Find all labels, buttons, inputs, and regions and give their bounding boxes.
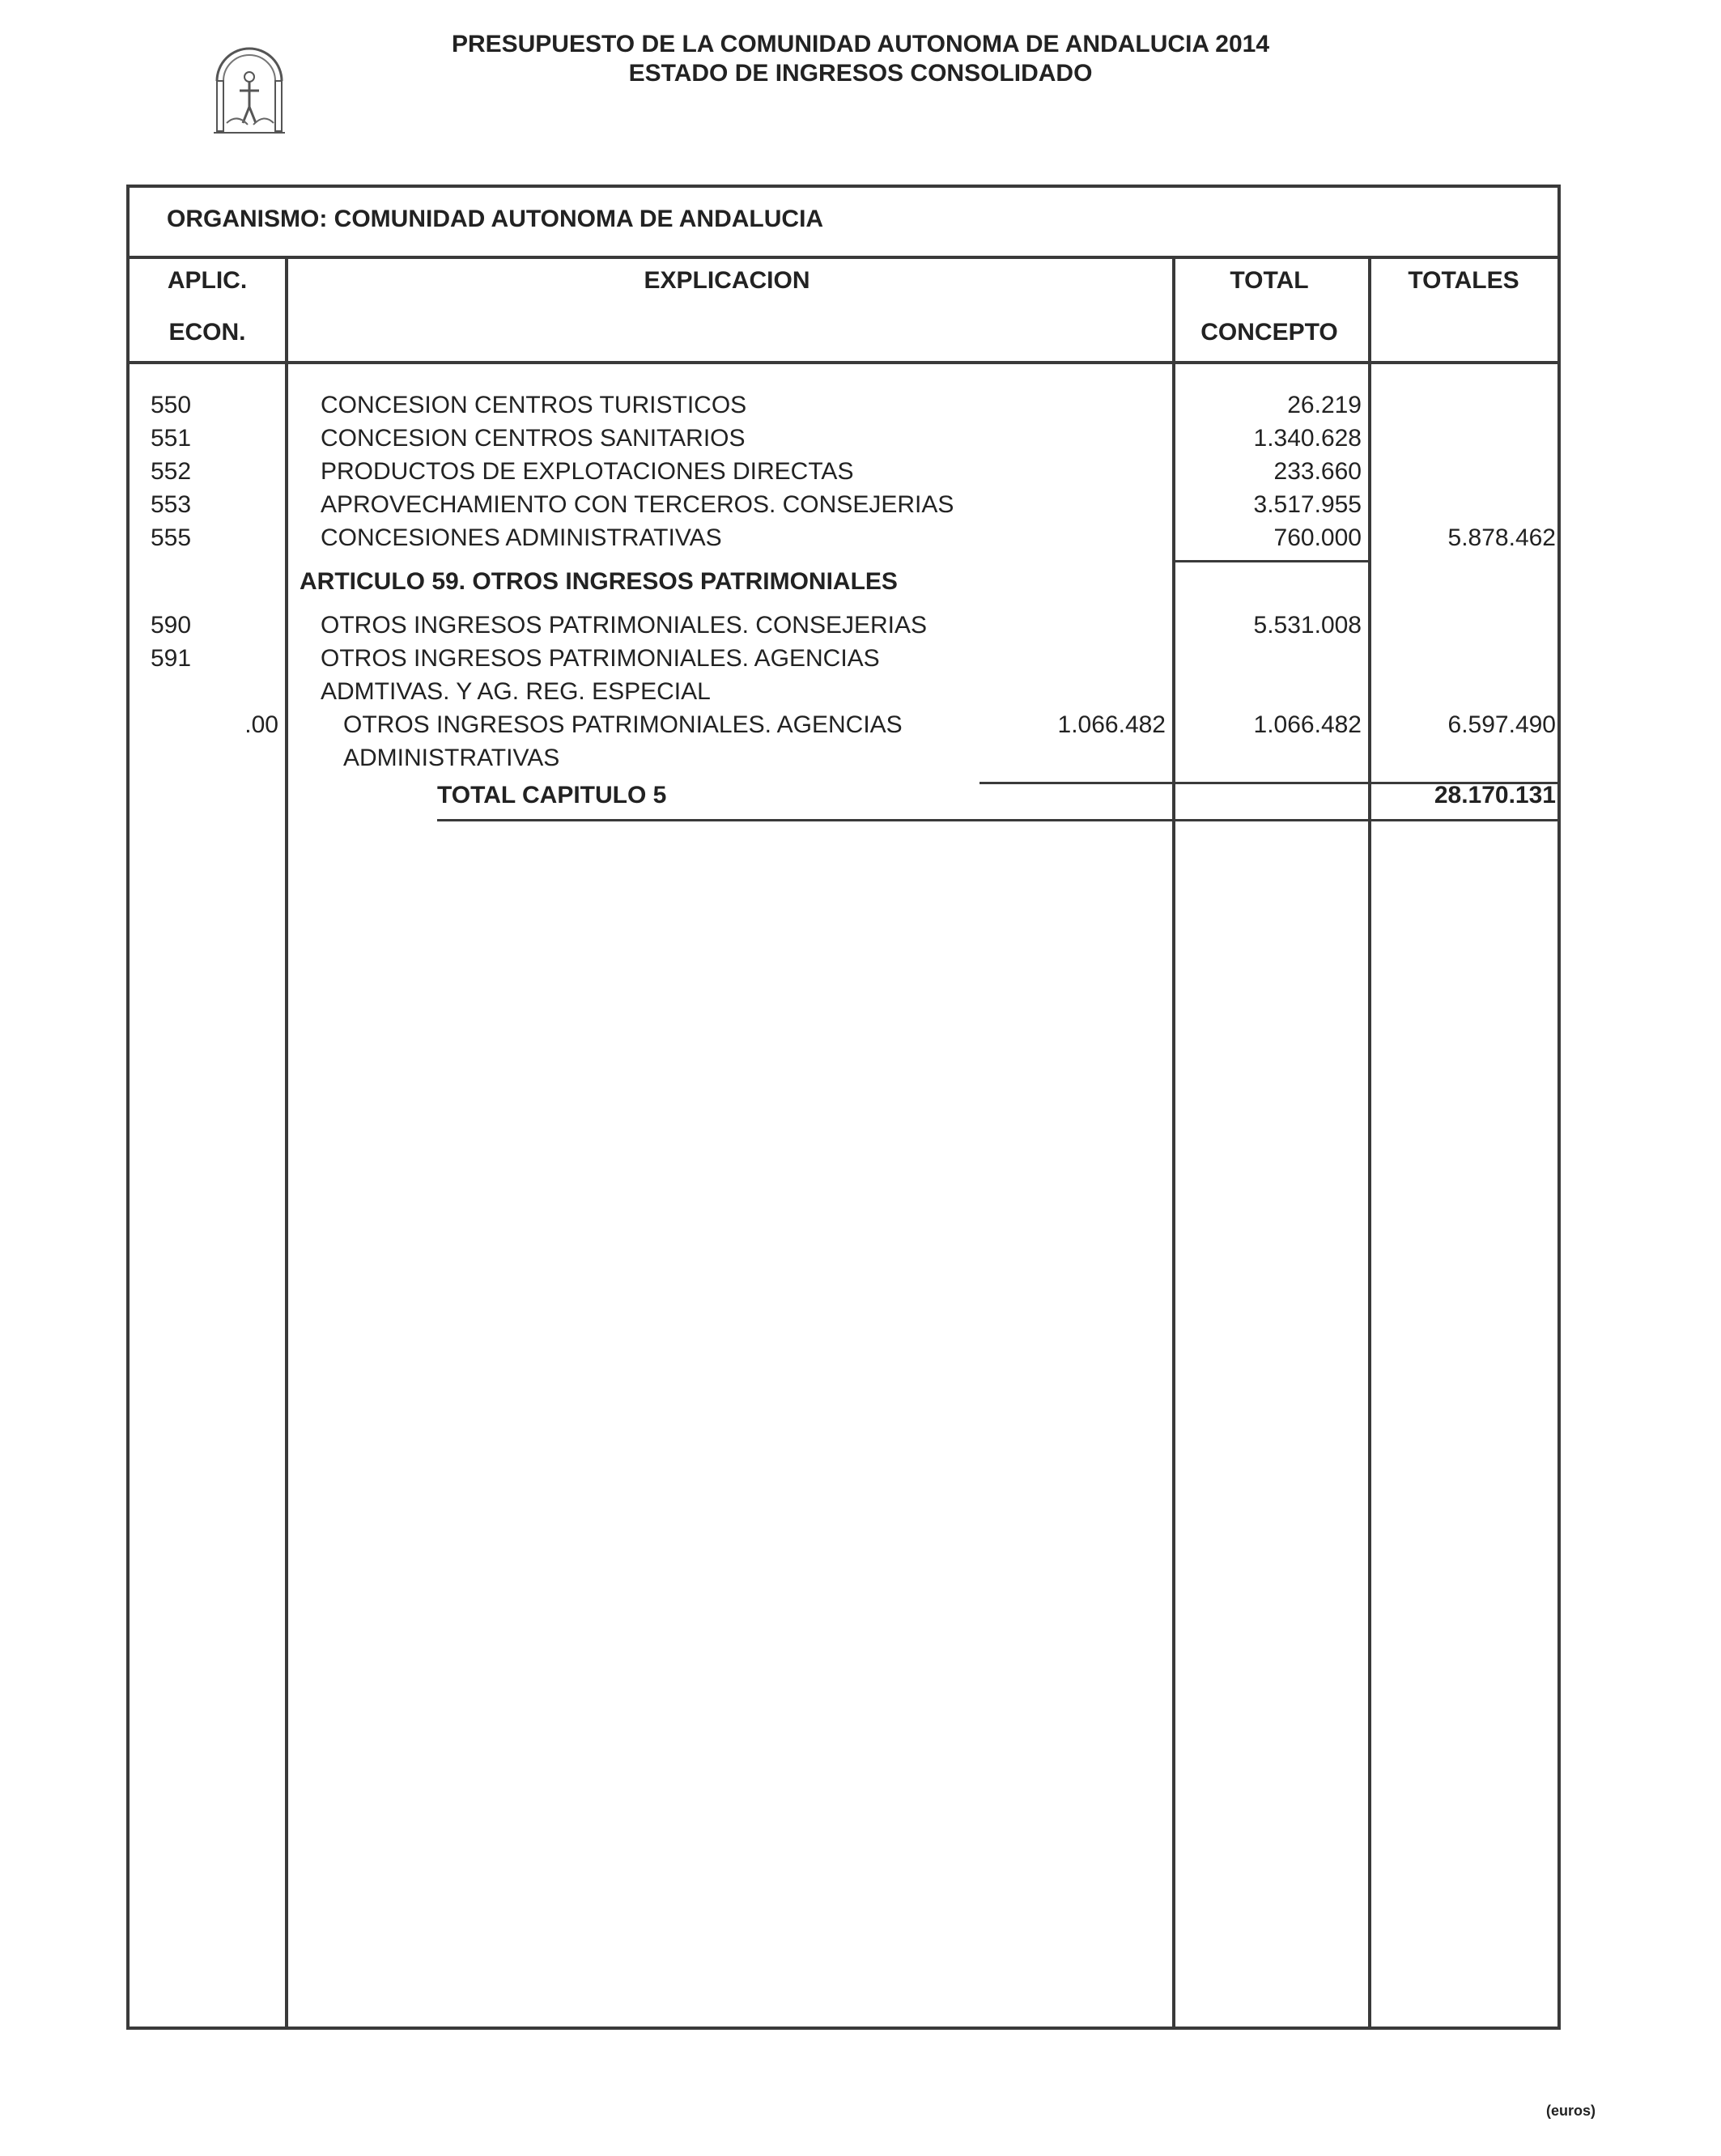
sub-row-totales: 6.597.490: [1447, 711, 1556, 738]
organismo-label: ORGANISMO: COMUNIDAD AUTONOMA DE ANDALUCIA: [167, 206, 824, 232]
row-text: PRODUCTOS DE EXPLOTACIONES DIRECTAS: [321, 458, 854, 485]
row-code: 555: [151, 524, 192, 551]
page-subtitle: ESTADO DE INGRESOS CONSOLIDADO: [628, 60, 1093, 87]
row-code: 551: [151, 425, 192, 452]
sub-row-text-continued: ADMINISTRATIVAS: [343, 745, 560, 771]
sub-row-amount: 1.066.482: [1057, 711, 1166, 738]
sub-row-code: .00: [244, 711, 278, 738]
sub-row-concepto: 1.066.482: [1253, 711, 1362, 738]
total-capitulo-value: 28.170.131: [1434, 782, 1556, 808]
row-totales: 5.878.462: [1447, 524, 1556, 551]
articulo-heading: ARTICULO 59. OTROS INGRESOS PATRIMONIALES: [300, 568, 898, 595]
row-text: CONCESION CENTROS SANITARIOS: [321, 425, 746, 452]
col-econ: ECON.: [168, 319, 246, 346]
row-concepto: 5.531.008: [1253, 612, 1362, 639]
row-text: CONCESION CENTROS TURISTICOS: [321, 392, 747, 418]
col-concepto: CONCEPTO: [1200, 319, 1338, 346]
col-explicacion: EXPLICACION: [644, 267, 810, 294]
row-code: 590: [151, 612, 192, 639]
col-total: TOTAL: [1230, 267, 1309, 294]
col-totales: TOTALES: [1408, 267, 1519, 294]
page-title: PRESUPUESTO DE LA COMUNIDAD AUTONOMA DE ANDALUCIA 2014: [451, 31, 1270, 57]
row-code: 591: [151, 645, 192, 672]
col-aplic: APLIC.: [167, 267, 248, 294]
row-code: 552: [151, 458, 192, 485]
row-text: CONCESIONES ADMINISTRATIVAS: [321, 524, 722, 551]
row-concepto: 1.340.628: [1253, 425, 1362, 452]
row-text-continued: ADMTIVAS. Y AG. REG. ESPECIAL: [321, 678, 711, 705]
row-code: 550: [151, 392, 192, 418]
row-concepto: 233.660: [1273, 458, 1362, 485]
row-text: APROVECHAMIENTO CON TERCEROS. CONSEJERIAS: [321, 491, 954, 518]
row-concepto: 3.517.955: [1253, 491, 1362, 518]
row-text: OTROS INGRESOS PATRIMONIALES. AGENCIAS: [321, 645, 880, 672]
row-concepto: 760.000: [1273, 524, 1362, 551]
currency-note: (euros): [1546, 2103, 1596, 2119]
row-text: OTROS INGRESOS PATRIMONIALES. CONSEJERIAS: [321, 612, 928, 639]
total-capitulo-label: TOTAL CAPITULO 5: [437, 782, 667, 808]
row-code: 553: [151, 491, 192, 518]
row-concepto: 26.219: [1287, 392, 1362, 418]
sub-row-text: OTROS INGRESOS PATRIMONIALES. AGENCIAS: [343, 711, 903, 738]
